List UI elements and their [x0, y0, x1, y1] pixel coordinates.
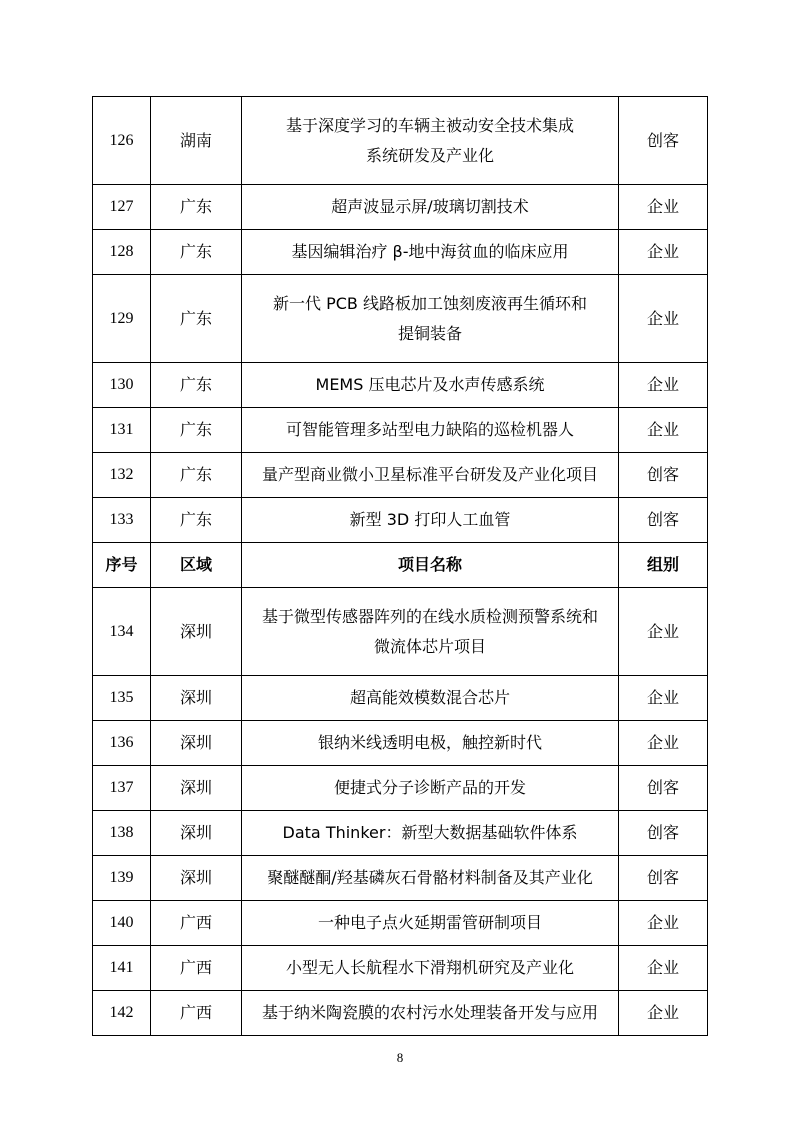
- cell-region: 深圳: [151, 766, 242, 811]
- project-table: [92, 96, 708, 1036]
- table-row: [93, 275, 708, 363]
- cell-group: 创客: [619, 766, 708, 811]
- project-name-line: 新一代 PCB 线路板加工蚀刻废液再生循环和: [273, 293, 587, 313]
- cell-project-name: [242, 275, 619, 363]
- project-name-line: 基于微型传感器阵列的在线水质检测预警系统和: [261, 606, 598, 626]
- cell-no: 130: [93, 363, 151, 408]
- project-name-line: 基于深度学习的车辆主被动安全技术集成: [285, 115, 574, 135]
- cell-project-name: [242, 946, 619, 991]
- cell-project-name: [242, 588, 619, 676]
- cell-project-name: [242, 185, 619, 230]
- table-row: [93, 363, 708, 408]
- table-row: [93, 498, 708, 543]
- header-group: 组别: [619, 543, 708, 588]
- table-row: [93, 676, 708, 721]
- cell-project-name: [242, 901, 619, 946]
- cell-group: 企业: [619, 363, 708, 408]
- cell-region: 广东: [151, 185, 242, 230]
- cell-project-name: [242, 991, 619, 1036]
- cell-region: 广东: [151, 275, 242, 363]
- cell-no: 140: [93, 901, 151, 946]
- cell-group: 创客: [619, 856, 708, 901]
- cell-project-name: [242, 766, 619, 811]
- cell-no: 129: [93, 275, 151, 363]
- table-row: [93, 901, 708, 946]
- table-row: [93, 185, 708, 230]
- cell-project-name: [242, 856, 619, 901]
- cell-region: 深圳: [151, 676, 242, 721]
- cell-group: 创客: [619, 811, 708, 856]
- project-name-line: 可智能管理多站型电力缺陷的巡检机器人: [285, 420, 574, 439]
- cell-region: 深圳: [151, 588, 242, 676]
- cell-group: 创客: [619, 498, 708, 543]
- cell-no: 134: [93, 588, 151, 676]
- cell-group: 创客: [619, 97, 708, 185]
- cell-region: 深圳: [151, 811, 242, 856]
- cell-region: 广东: [151, 230, 242, 275]
- header-no: 序号: [93, 543, 151, 588]
- project-name-line: 新型 3D 打印人工血管: [349, 510, 511, 529]
- cell-group: 企业: [619, 230, 708, 275]
- cell-no: 131: [93, 408, 151, 453]
- project-name-line: 系统研发及产业化: [365, 145, 494, 165]
- cell-no: 126: [93, 97, 151, 185]
- cell-no: 136: [93, 721, 151, 766]
- table-row: [93, 408, 708, 453]
- project-name-line: 银纳米线透明电极，触控新时代: [317, 733, 542, 752]
- project-name-line: MEMS 压电芯片及水声传感系统: [315, 375, 545, 394]
- cell-project-name: [242, 453, 619, 498]
- project-name-line: 提铜装备: [397, 323, 462, 343]
- cell-group: 企业: [619, 588, 708, 676]
- cell-no: 141: [93, 946, 151, 991]
- cell-region: 深圳: [151, 856, 242, 901]
- cell-group: 企业: [619, 275, 708, 363]
- cell-project-name: [242, 230, 619, 275]
- cell-project-name: [242, 97, 619, 185]
- header-region: 区域: [151, 543, 242, 588]
- cell-region: 广东: [151, 498, 242, 543]
- cell-project-name: [242, 408, 619, 453]
- cell-group: 企业: [619, 185, 708, 230]
- cell-group: 企业: [619, 991, 708, 1036]
- cell-no: 133: [93, 498, 151, 543]
- project-table-body: [93, 97, 708, 1036]
- cell-project-name: [242, 498, 619, 543]
- cell-no: 137: [93, 766, 151, 811]
- cell-project-name: [242, 721, 619, 766]
- cell-no: 127: [93, 185, 151, 230]
- cell-group: 企业: [619, 721, 708, 766]
- cell-project-name: [242, 363, 619, 408]
- table-row: [93, 230, 708, 275]
- table-row: [93, 811, 708, 856]
- project-name-line: 项目名称: [397, 555, 462, 574]
- project-name-line: 一种电子点火延期雷管研制项目: [317, 913, 542, 932]
- project-name-line: 便捷式分子诊断产品的开发: [333, 778, 526, 797]
- cell-project-name: [242, 676, 619, 721]
- cell-project-name: [242, 811, 619, 856]
- cell-no: 142: [93, 991, 151, 1036]
- project-name-line: Data Thinker：新型大数据基础软件体系: [282, 823, 578, 842]
- cell-group: 企业: [619, 901, 708, 946]
- cell-group: 企业: [619, 946, 708, 991]
- cell-no: 135: [93, 676, 151, 721]
- project-name-line: 小型无人长航程水下滑翔机研究及产业化: [285, 958, 574, 977]
- table-row: [93, 856, 708, 901]
- cell-region: 湖南: [151, 97, 242, 185]
- project-name-line: 基因编辑治疗 β-地中海贫血的临床应用: [291, 242, 569, 261]
- cell-region: 深圳: [151, 721, 242, 766]
- table-row: [93, 946, 708, 991]
- table-row: [93, 991, 708, 1036]
- cell-region: 广东: [151, 363, 242, 408]
- table-row: [93, 721, 708, 766]
- cell-region: 广西: [151, 946, 242, 991]
- project-name-line: 超高能效模数混合芯片: [349, 688, 510, 707]
- header-project-name: [242, 543, 619, 588]
- page-number: 8: [396, 1050, 404, 1065]
- cell-group: 创客: [619, 453, 708, 498]
- cell-no: 132: [93, 453, 151, 498]
- cell-no: 138: [93, 811, 151, 856]
- project-name-line: 量产型商业微小卫星标准平台研发及产业化项目: [261, 465, 598, 484]
- project-name-line: 聚醚醚酮/羟基磷灰石骨骼材料制备及其产业化: [267, 868, 593, 887]
- cell-region: 广东: [151, 453, 242, 498]
- table-row: [93, 588, 708, 676]
- cell-region: 广东: [151, 408, 242, 453]
- table-header-row: [93, 543, 708, 588]
- table-row: [93, 766, 708, 811]
- project-name-line: 基于纳米陶瓷膜的农村污水处理装备开发与应用: [261, 1003, 598, 1022]
- project-name-line: 超声波显示屏/玻璃切割技术: [331, 197, 529, 216]
- cell-region: 广西: [151, 991, 242, 1036]
- cell-no: 128: [93, 230, 151, 275]
- project-name-line: 微流体芯片项目: [373, 636, 486, 656]
- cell-group: 企业: [619, 676, 708, 721]
- cell-region: 广西: [151, 901, 242, 946]
- cell-group: 企业: [619, 408, 708, 453]
- table-row: [93, 97, 708, 185]
- cell-no: 139: [93, 856, 151, 901]
- table-row: [93, 453, 708, 498]
